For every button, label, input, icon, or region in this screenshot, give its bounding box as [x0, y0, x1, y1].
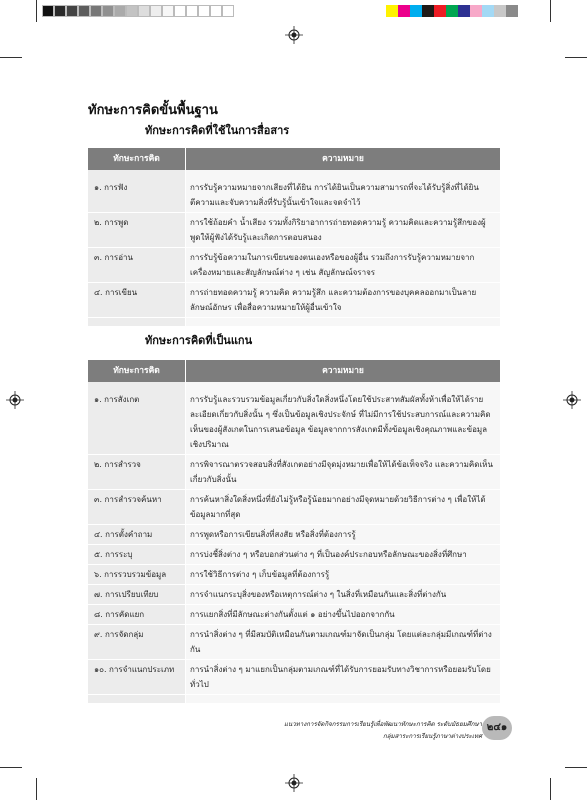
registration-mark-icon: [563, 391, 581, 409]
table-row: [88, 490, 500, 525]
color-swatch: [410, 5, 422, 17]
color-swatch: [494, 5, 506, 17]
skill-cell: ๒. การสำรวจ: [88, 455, 186, 490]
skill-cell: ๑. การสังเกต: [88, 390, 186, 455]
meaning-cell: การรับรู้ความหมายจากเสียงที่ได้ยิน การได้ยินเป็นความสามารถที่จะได้รับรู้สิ่งที่ได้ยินตีความและจับความสิ่งที่รับรู้นั้นเข้าใจและจดจำไว้: [186, 178, 501, 213]
crop-mark: [36, 0, 37, 22]
skill-cell: ๑. การฟัง: [88, 178, 186, 213]
gray-swatch: [42, 5, 54, 17]
gray-swatch: [102, 5, 114, 17]
gray-swatch: [198, 5, 210, 17]
meaning-cell: การนำสิ่งต่าง ๆ ที่มีสมบัติเหมือนกันตามเกณฑ์มาจัดเป็นกลุ่ม โดยแต่ละกลุ่มมีเกณฑ์ที่ต่างกัน: [186, 625, 501, 660]
color-swatch: [470, 5, 482, 17]
meaning-cell: การใช้วิธีการต่าง ๆ เก็บข้อมูลที่ต้องการรู้: [186, 565, 501, 585]
color-swatch: [386, 5, 398, 17]
crop-mark: [550, 778, 551, 800]
table-row: [88, 248, 500, 283]
table-row: [88, 565, 500, 585]
section2-title: ทักษะการคิดที่เป็นแกน: [145, 334, 253, 347]
color-swatch: [482, 5, 494, 17]
crop-mark: [36, 778, 37, 800]
gray-swatch: [174, 5, 186, 17]
gray-swatch: [222, 5, 234, 17]
communication-skills-table: [88, 148, 500, 326]
page-number: ๒๔๑: [482, 716, 512, 740]
meaning-cell: การบ่งชี้สิ่งต่าง ๆ หรือบอกส่วนต่าง ๆ ที่เป็นองค์ประกอบหรือลักษณะของสิ่งที่ศึกษา: [186, 545, 501, 565]
table-row: [88, 545, 500, 565]
skill-cell: ๓. การอ่าน: [88, 248, 186, 283]
table-header-meaning: ความหมาย: [186, 148, 501, 170]
crop-mark: [565, 767, 587, 768]
meaning-cell: การรับรู้และรวบรวมข้อมูลเกี่ยวกับสิ่งใดสิ่งหนึ่งโดยใช้ประสาทสัมผัสทั้งห้าเพื่อให้ได้รายละเอียดเกี่ยวกับสิ่งนั้น ๆ ซึ่งเป็นข้อมูลเชิงประจักษ์ ที่ไม่มีการใช้ประสบการณ์และความคิดเห็นของผู้สังเกตในการเสนอข้อมูล ข้อมูลจากการสังเกตมีทั้งข้อมูลเชิงคุณภาพและข้อมูลเชิงปริมาณ: [186, 390, 501, 455]
gray-swatch: [54, 5, 66, 17]
color-swatch: [434, 5, 446, 17]
table-row: [88, 605, 500, 625]
skill-cell: ๒. การพูด: [88, 213, 186, 248]
gray-swatch: [90, 5, 102, 17]
meaning-cell: การแยกสิ่งที่มีลักษณะต่างกันตั้งแต่ ๑ อย่างขึ้นไปออกจากกัน: [186, 605, 501, 625]
gray-swatch: [126, 5, 138, 17]
footer-subject-group: กลุ่มสาระการเรียนรู้ภาษาต่างประเทศ: [383, 733, 482, 740]
table-row: [88, 625, 500, 660]
color-swatch: [506, 5, 518, 17]
meaning-cell: การถ่ายทอดความรู้ ความคิด ความรู้สึก และความต้องการของบุคคลออกมาเป็นลายลักษณ์อักษร เพื่อสื่อความหมายให้ผู้อื่นเข้าใจ: [186, 283, 501, 318]
registration-mark-icon: [285, 26, 303, 44]
table-header-skill: ทักษะการคิด: [88, 360, 186, 382]
color-swatch: [446, 5, 458, 17]
color-swatch: [422, 5, 434, 17]
section1-title: ทักษะการคิดที่ใช้ในการสื่อสาร: [145, 124, 290, 137]
gray-swatch: [114, 5, 126, 17]
table-row: [88, 213, 500, 248]
meaning-cell: การค้นหาสิ่งใดสิ่งหนึ่งที่ยังไม่รู้หรือรู้น้อยมากอย่างมีจุดหมายด้วยวิธีการต่าง ๆ เพื่อให้ได้ข้อมูลมากที่สุด: [186, 490, 501, 525]
gray-swatch: [150, 5, 162, 17]
gray-swatch: [162, 5, 174, 17]
color-swatch: [398, 5, 410, 17]
table-row: [88, 178, 500, 213]
gray-swatch: [186, 5, 198, 17]
registration-mark-icon: [285, 774, 303, 792]
color-calibration-bar: [386, 5, 518, 17]
skill-cell: ๔. การตั้งคำถาม: [88, 525, 186, 545]
skill-cell: ๓. การสำรวจค้นหา: [88, 490, 186, 525]
registration-mark-icon: [6, 391, 24, 409]
meaning-cell: การนำสิ่งต่าง ๆ มาแยกเป็นกลุ่มตามเกณฑ์ที่ได้รับการยอมรับทางวิชาการหรือยอมรับโดยทั่วไป: [186, 660, 501, 695]
color-swatch: [458, 5, 470, 17]
table-header-meaning: ความหมาย: [186, 360, 501, 382]
gray-swatch: [78, 5, 90, 17]
skill-cell: ๔. การเขียน: [88, 283, 186, 318]
table-row: [88, 390, 500, 455]
gray-swatch: [138, 5, 150, 17]
table-row: [88, 585, 500, 605]
skill-cell: ๙. การจัดกลุ่ม: [88, 625, 186, 660]
table-row: [88, 660, 500, 695]
gray-swatch: [66, 5, 78, 17]
meaning-cell: การจำแนกระบุสิ่งของหรือเหตุการณ์ต่าง ๆ ในสิ่งที่เหมือนกันและสิ่งที่ต่างกัน: [186, 585, 501, 605]
crop-mark: [550, 0, 551, 22]
table-row: [88, 455, 500, 490]
crop-mark: [565, 57, 587, 58]
table-row: [88, 283, 500, 318]
footer-book-title: แนวทางการจัดกิจกรรมการเรียนรู้เพื่อพัฒนาทักษะการคิด ระดับมัธยมศึกษา: [283, 721, 482, 728]
crop-mark: [0, 57, 22, 58]
skill-cell: ๖. การรวบรวมข้อมูล: [88, 565, 186, 585]
crop-mark: [0, 767, 22, 768]
skill-cell: ๕. การระบุ: [88, 545, 186, 565]
page-heading: ทักษะการคิดขั้นพื้นฐาน: [88, 103, 218, 118]
skill-cell: ๑๐. การจำแนกประเภท: [88, 660, 186, 695]
gray-swatch: [210, 5, 222, 17]
skill-cell: ๘. การคัดแยก: [88, 605, 186, 625]
table-header-skill: ทักษะการคิด: [88, 148, 186, 170]
core-thinking-skills-table: [88, 360, 500, 703]
grayscale-calibration-bar: [42, 5, 234, 17]
meaning-cell: การพิจารณาตรวจสอบสิ่งที่สังเกตอย่างมีจุดมุ่งหมายเพื่อให้ได้ข้อเท็จจริง และความคิดเห็นเกี่ยวกับสิ่งนั้น: [186, 455, 501, 490]
table-row: [88, 525, 500, 545]
meaning-cell: การใช้ถ้อยคำ น้ำเสียง รวมทั้งกิริยาอาการถ่ายทอดความรู้ ความคิดและความรู้สึกของผู้พูดให้ผู้ฟังได้รับรู้และเกิดการตอบสนอง: [186, 213, 501, 248]
meaning-cell: การรับรู้ข้อความในการเขียนของตนเองหรือของผู้อื่น รวมถึงการรับรู้ความหมายจากเครื่องหมายและสัญลักษณ์ต่าง ๆ เช่น สัญลักษณ์จราจร: [186, 248, 501, 283]
skill-cell: ๗. การเปรียบเทียบ: [88, 585, 186, 605]
meaning-cell: การพูดหรือการเขียนสิ่งที่สงสัย หรือสิ่งที่ต้องการรู้: [186, 525, 501, 545]
